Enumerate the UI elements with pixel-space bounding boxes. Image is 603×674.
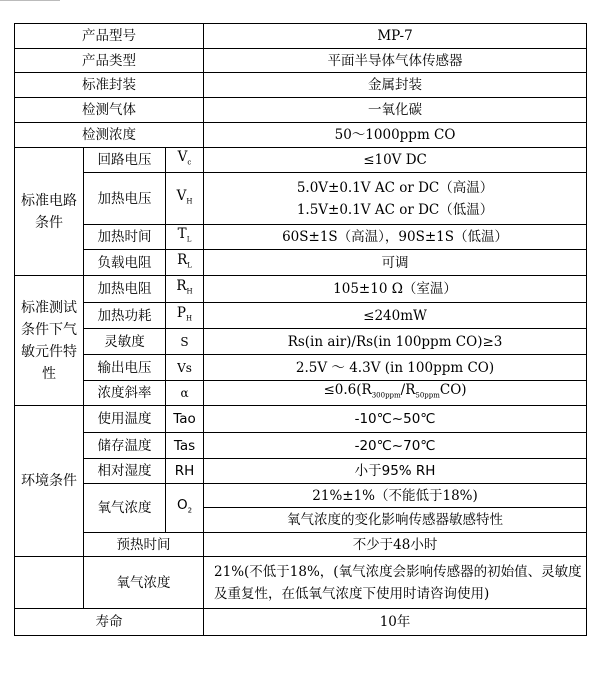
param-label: 浓度斜率 xyxy=(84,381,166,406)
param-symbol: $R_L$ xyxy=(166,250,204,276)
row-label: 检测气体 xyxy=(15,98,204,123)
param-value: 2.5V ～ 4.3V (in 100ppm CO) xyxy=(204,355,587,381)
param-value: 小于95% RH xyxy=(204,459,587,484)
table-row xyxy=(15,406,587,433)
top-rule xyxy=(0,0,60,5)
table-row xyxy=(15,433,587,459)
param-value: -20℃~70℃ xyxy=(204,433,587,459)
table-row xyxy=(15,123,587,148)
param-symbol: α xyxy=(166,381,204,406)
row-value: 金属封装 xyxy=(204,73,587,98)
table-row xyxy=(15,250,587,276)
param-value: Rs(in air)/Rs(in 100ppm CO)≥3 xyxy=(204,329,587,355)
table-row xyxy=(15,533,587,557)
table-row xyxy=(15,557,587,609)
table-row xyxy=(15,484,587,508)
group-circuit: 标准电路条件 xyxy=(15,148,84,276)
table-row xyxy=(15,49,587,73)
param-label: 加热电阻 xyxy=(84,276,166,303)
row-value: 10年 xyxy=(204,609,587,636)
param-value: ≤10V DC xyxy=(204,148,587,173)
param-label: 相对湿度 xyxy=(84,459,166,484)
param-symbol: $T_L$ xyxy=(166,225,204,250)
group-env-cont xyxy=(15,557,84,609)
spec-table xyxy=(14,23,587,636)
param-label: 加热电压 xyxy=(84,173,166,225)
param-label: 输出电压 xyxy=(84,355,166,381)
param-symbol: $R_H$ xyxy=(166,276,204,303)
table-row xyxy=(15,329,587,355)
group-test: 标准测试条件下气敏元件特性 xyxy=(15,276,84,406)
param-symbol: Tas xyxy=(166,433,204,459)
param-symbol: Vs xyxy=(166,355,204,381)
table-row xyxy=(15,276,587,303)
param-label: 加热时间 xyxy=(84,225,166,250)
table-row xyxy=(15,459,587,484)
param-value: 60S±1S（高温），90S±1S（低温） xyxy=(204,225,587,250)
param-symbol: Tao xyxy=(166,406,204,433)
param-value: 105±10 Ω（室温） xyxy=(204,276,587,303)
table-row xyxy=(15,98,587,123)
table-row xyxy=(15,609,587,636)
param-label: 氧气浓度 xyxy=(84,557,204,609)
row-label: 标准封装 xyxy=(15,73,204,98)
row-label: 检测浓度 xyxy=(15,123,204,148)
param-symbol: RH xyxy=(166,459,204,484)
param-symbol: $V_H$ xyxy=(166,173,204,225)
row-label: 产品类型 xyxy=(15,49,204,73)
param-symbol: $V_c$ xyxy=(166,148,204,173)
param-value: 可调 xyxy=(204,250,587,276)
param-label: 灵敏度 xyxy=(84,329,166,355)
group-env: 环境条件 xyxy=(15,406,84,557)
param-label: 使用温度 xyxy=(84,406,166,433)
param-label: 预热时间 xyxy=(84,533,204,557)
param-value: $\le 0.6(R_{300ppm}/R_{50ppm}CO)$ xyxy=(204,381,587,406)
param-value: ≤240mW xyxy=(204,303,587,329)
table-row xyxy=(15,381,587,406)
param-value: 氧气浓度的变化影响传感器敏感特性 xyxy=(204,508,587,533)
row-value: 平面半导体气体传感器 xyxy=(204,49,587,73)
param-value: 5.0V±0.1V AC or DC（高温） 1.5V±0.1V AC or DC（低温） xyxy=(204,173,587,225)
table-row xyxy=(15,73,587,98)
row-label: 产品型号 xyxy=(15,24,204,49)
param-label: 加热功耗 xyxy=(84,303,166,329)
param-symbol: $O_2$ xyxy=(166,484,204,533)
param-symbol: $P_H$ xyxy=(166,303,204,329)
table-row xyxy=(15,355,587,381)
param-label: 回路电压 xyxy=(84,148,166,173)
param-value: 21%±1%（不能低于18%) xyxy=(204,484,587,508)
param-value: 21%(不低于18%，(氧气浓度会影响传感器的初始值、灵敏度及重复性，在低氧气浓度下使用时请咨询使用) xyxy=(204,557,587,609)
table-row xyxy=(15,225,587,250)
param-symbol: S xyxy=(166,329,204,355)
row-value: 一氧化碳 xyxy=(204,98,587,123)
table-row xyxy=(15,173,587,225)
param-value: -10℃~50℃ xyxy=(204,406,587,433)
table-row xyxy=(15,303,587,329)
param-value: 不少于48小时 xyxy=(204,533,587,557)
row-value: MP-7 xyxy=(204,24,587,49)
table-row xyxy=(15,24,587,49)
row-value: 50～1000ppm CO xyxy=(204,123,587,148)
row-label: 寿命 xyxy=(15,609,204,636)
table-row xyxy=(15,148,587,173)
param-label: 储存温度 xyxy=(84,433,166,459)
param-label: 氧气浓度 xyxy=(84,484,166,533)
param-label: 负载电阻 xyxy=(84,250,166,276)
